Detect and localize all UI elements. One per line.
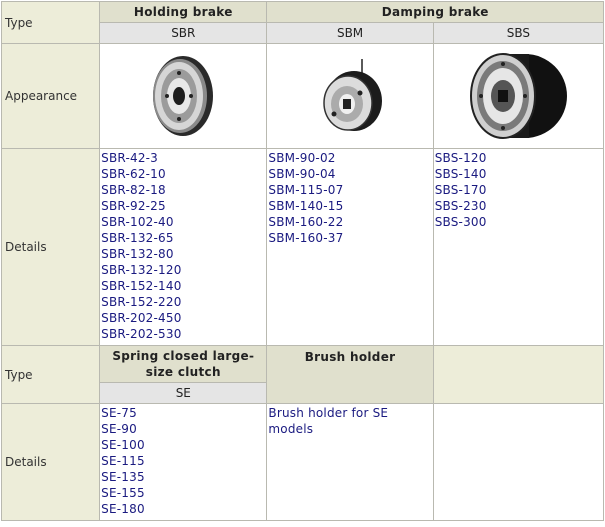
sbr-details-cell: [100, 149, 267, 346]
type-row-header-2: Type: [2, 346, 100, 404]
model-link[interactable]: SBR-82-18: [101, 183, 166, 197]
sbm-header: SBM: [267, 23, 433, 44]
brush-holder-header: Brush holder: [267, 346, 433, 404]
model-link[interactable]: SE-180: [101, 502, 145, 516]
damping-brake-header: Damping brake: [267, 2, 604, 23]
model-link[interactable]: SBM-140-15: [268, 199, 344, 213]
model-link[interactable]: SBS-170: [434, 183, 487, 197]
model-link[interactable]: SE-135: [101, 470, 145, 484]
model-link[interactable]: SBR-92-25: [101, 199, 166, 213]
model-link[interactable]: SBR-132-65: [101, 231, 174, 245]
sbs-details-cell: [434, 149, 604, 346]
sbm-brake-image[interactable]: [310, 51, 390, 141]
model-link[interactable]: SBR-152-220: [101, 295, 182, 309]
model-link[interactable]: SE-155: [101, 486, 145, 500]
model-link[interactable]: SBR-62-10: [101, 167, 166, 181]
empty-header-cell: [434, 346, 604, 404]
se-details-cell: [100, 404, 267, 521]
model-link[interactable]: SE-100: [101, 438, 145, 452]
model-link[interactable]: SE-75: [101, 406, 137, 420]
brush-holder-link[interactable]: Brush holder for SE models: [268, 406, 389, 436]
model-link[interactable]: SBR-152-140: [101, 279, 182, 293]
model-link[interactable]: SBS-300: [434, 215, 487, 229]
details-row-header-2: Details: [2, 404, 100, 521]
model-link[interactable]: SBR-132-80: [101, 247, 174, 261]
model-link[interactable]: SBM-90-02: [268, 151, 336, 165]
sbs-header: SBS: [434, 23, 604, 44]
holding-brake-header: Holding brake: [100, 2, 267, 23]
spring-clutch-header: Spring closed large-size clutch: [100, 346, 267, 383]
model-link[interactable]: SBS-120: [434, 151, 487, 165]
sbm-details-cell: [267, 149, 433, 346]
model-link[interactable]: SBS-230: [434, 199, 487, 213]
sbm-image-cell: [267, 44, 433, 149]
model-link[interactable]: SBM-90-04: [268, 167, 336, 181]
model-link[interactable]: SBM-160-37: [268, 231, 344, 245]
appearance-row-header: Appearance: [2, 44, 100, 149]
model-link[interactable]: SBR-202-530: [101, 327, 182, 341]
model-link[interactable]: SBS-140: [434, 167, 487, 181]
sbs-brake-image[interactable]: [463, 50, 573, 142]
brush-details-cell: [267, 404, 433, 521]
sbr-image-cell: [100, 44, 267, 149]
product-spec-table: [1, 1, 604, 521]
model-link[interactable]: SBR-132-120: [101, 263, 182, 277]
type-row-header: Type: [2, 2, 100, 44]
model-link[interactable]: SBR-202-450: [101, 311, 182, 325]
model-link[interactable]: SE-90: [101, 422, 137, 436]
model-link[interactable]: SBM-160-22: [268, 215, 344, 229]
sbr-brake-image[interactable]: [143, 51, 223, 141]
empty-details-cell: [434, 404, 604, 521]
model-link[interactable]: SE-115: [101, 454, 145, 468]
details-row-header: Details: [2, 149, 100, 346]
sbs-image-cell: [434, 44, 604, 149]
model-link[interactable]: SBR-102-40: [101, 215, 174, 229]
model-link[interactable]: SBM-115-07: [268, 183, 344, 197]
sbr-header: SBR: [100, 23, 267, 44]
se-header: SE: [100, 383, 267, 404]
model-link[interactable]: SBR-42-3: [101, 151, 159, 165]
